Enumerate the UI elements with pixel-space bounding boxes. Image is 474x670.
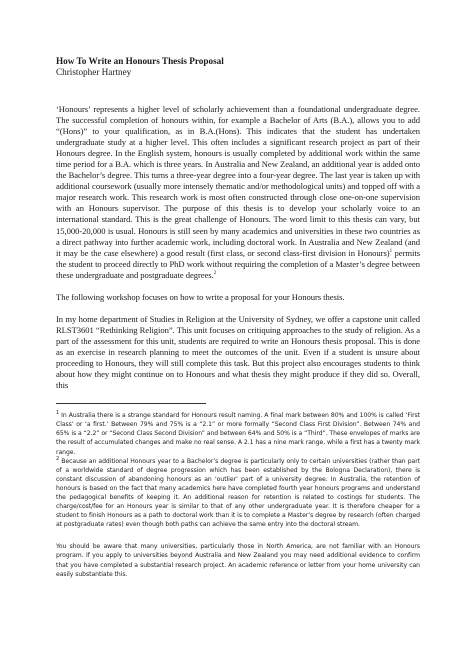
footnote-reference[interactable]: 2 [213, 270, 217, 276]
footnote-reference[interactable]: 1 [389, 248, 393, 254]
footnote-marker: 2 [56, 455, 60, 462]
body-paragraph-honours [56, 104, 420, 281]
body-paragraph-department: In my home department of Studies in Religion at the University of Sydney, we offer a capstone unit called RLST3601 “Rethinking Religion”. This unit focuses on critiquing approaches to the study of religion. As a part of the assessment for this unit, students are required to write an Honours thesis proposal. This is done as an exercise in research planning to meet the outcomes of the unit. Even if a student is unsure about proceeding to Honours, they will still complete this task. But this project also encourages students to think about how they might continue on to Honours and what thesis they might produce if they did so. Overall, this [56, 313, 420, 391]
footnote-marker: 1 [56, 410, 60, 417]
document-title: How To Write an Honours Thesis Proposal [56, 56, 224, 66]
footnote-2 [56, 457, 420, 530]
document-author: Christopher Hartney [56, 67, 132, 77]
paragraph-text: ‘Honours’ represents a higher level of scholarly achievement than a foundational undergraduate degree. The successful completion of honours within, for example a Bachelor of Arts (B.A.), allows you to add “(Hons)” to your qualification, as in B.A.(Hons). This indicates that the student has undertaken undergraduate study at a higher level. This often includes a significant research project as part of their Honours degree. In the English system, honours is usually completed by additional work within the same time period for a B.A. which is three years. In Australia and New Zealand, an additional year is added onto the Bachelor’s degree. This turns a three-year degree into a four-year degree. The last year is taken up with additional coursework (usually more intensely thematic and/or methodological units) and topped off with a major research work. This research work is most often constructed through close one-on-one supervision with an Honours supervisor. The purpose of this thesis is to develop your scholarly voice to an international standard. This is the great challenge of Honours. The word limit to this thesis can vary, but 15,000-20,000 is usual. Honours is still seen by many academics and universities in these two countries as a direct pathway into further academic work, including doctoral work. In Australia and New Zealand (and it may be the case elsewhere) a good result (first class, or second class-first division in Honours) [56, 104, 420, 258]
footnote-text: Because an additional Honours year to a Bachelor’s degree is particularly only to certain universities (rather than part of a worldwide standard of degree progression which has been established by the Bologna Declaration), there is constant discussion of abandoning honours as an ‘outlier’ part of a university degree. In Australia, the retention of honours is based on the fact that many academics here have completed fourth year honours programs and understand the pedagogical benefits of keeping it. An additional reason for retention is related to costings for students. The charge/cost/fee for an Honours year is similar to that of any other undergraduate year. It is therefore cheaper for a student to finish Honours as a path to doctoral work than it is to complete a Master’s degree by research (often charged at postgraduate rates) even though both paths can achieve the same entry into the doctoral stream. [56, 457, 420, 529]
footnote-1 [56, 411, 420, 456]
footnote-divider [56, 403, 206, 404]
bottom-note: You should be aware that many universities, particularly those in North America, are not familiar with an Honours program. If you apply to universities beyond Australia and New Zealand you may need additional evidence to confirm that you have completed a substantial research project. An academic reference or letter from your home university can easily substantiate this. [56, 543, 420, 578]
paragraph-text-continued: permits the student to proceed directly to PhD work without requiring the completion of a Master’s degree between these undergraduate and postgraduate degrees. [56, 247, 420, 280]
footnote-text: In Australia there is a strange standard for Honours result naming. A final mark between 80% and 100% is called ‘First Class’ or ‘a first.’ Between 79% and 75% is a “2.1” or more formally “Second Class First Division”. Between 74% and 65% is a “2.2” or “Second Class Second Division” and between 64% and 50% is a “Third”. These envelopes of marks are the result of accumulated changes and make no real sense. A 2.1 has a nine mark range, while a first has a twenty mark range. [56, 412, 420, 456]
body-paragraph-workshop: The following workshop focuses on how to write a proposal for your Honours thesis. [56, 291, 345, 302]
